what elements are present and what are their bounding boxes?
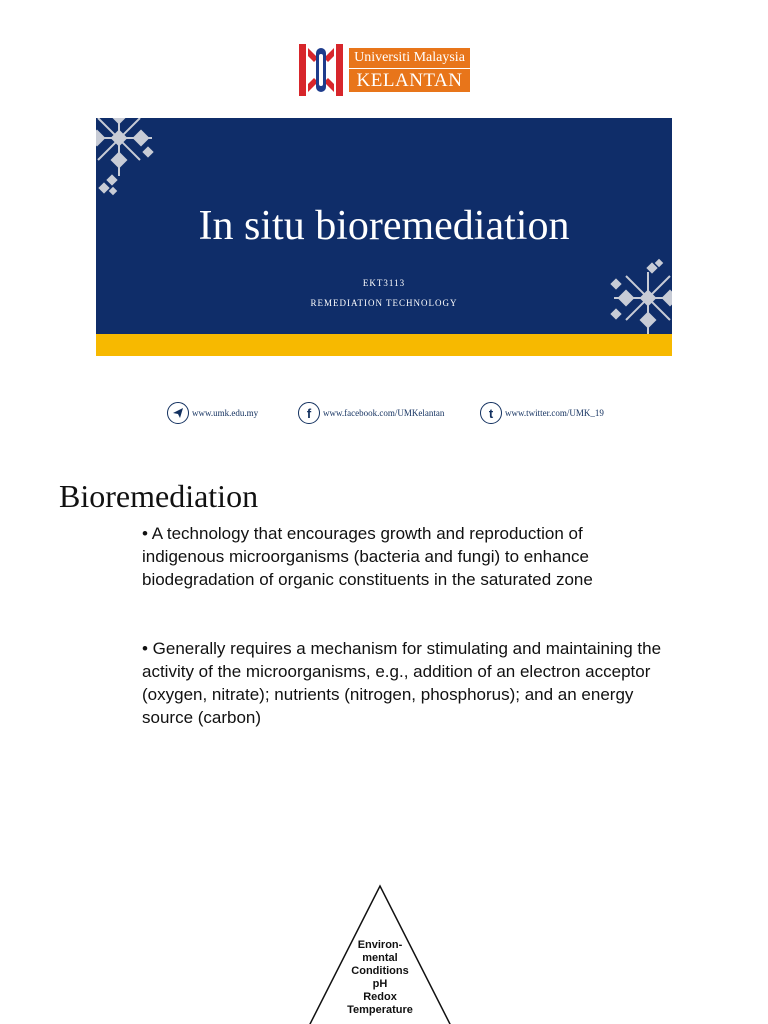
pyramid-line: pH (372, 978, 388, 990)
course-name: REMEDIATION TECHNOLOGY (310, 298, 458, 308)
pyramid-line: Environ- (357, 939, 403, 951)
facebook-link[interactable] (298, 402, 444, 424)
pyramid-line: Conditions (351, 965, 409, 977)
course-code: EKT3113 (362, 278, 406, 288)
twitter-icon: t (480, 402, 502, 424)
banner-accent-stripe (96, 334, 672, 356)
twitter-link[interactable] (480, 402, 604, 424)
bullet-paragraph: • Generally requires a mechanism for stimulating and maintaining the activity of the microorganisms, e.g., addition of an electron acceptor (oxygen, nitrate); nutrients (nitrogen, phosphorus); and an energy source (carbon) (142, 639, 662, 727)
twitter-url: www.twitter.com/UMK_19 (505, 408, 604, 418)
umk-logo-mark-icon (296, 42, 346, 98)
logo-line-universiti: Universiti Malaysia (354, 50, 465, 65)
bullet-paragraph: • A technology that encourages growth and reproduction of indigenous microorganisms (bacteria and fungi) to enhance biodegradation of organic constituents in the saturated zone (142, 524, 593, 589)
logo-line-kelantan: KELANTAN (349, 68, 470, 92)
facebook-icon: f (298, 402, 320, 424)
title-banner (96, 118, 672, 334)
pyramid-line: Temperature (347, 1004, 413, 1016)
website-link[interactable] (167, 402, 258, 424)
pyramid-line: Redox (363, 991, 397, 1003)
website-url: www.umk.edu.my (192, 408, 259, 418)
section-heading: Bioremediation (59, 478, 259, 514)
paper-plane-icon (167, 402, 189, 424)
snowflake-motif-icon (608, 258, 672, 334)
pyramid-label (330, 939, 430, 1017)
facebook-url: www.facebook.com/UMKelantan (323, 408, 445, 418)
pyramid-line: mental (362, 952, 398, 964)
snowflake-motif-icon (96, 118, 158, 198)
logo-wordmark (349, 48, 470, 92)
university-logo (296, 42, 476, 98)
slide-title: In situ bioremediation (198, 203, 570, 249)
